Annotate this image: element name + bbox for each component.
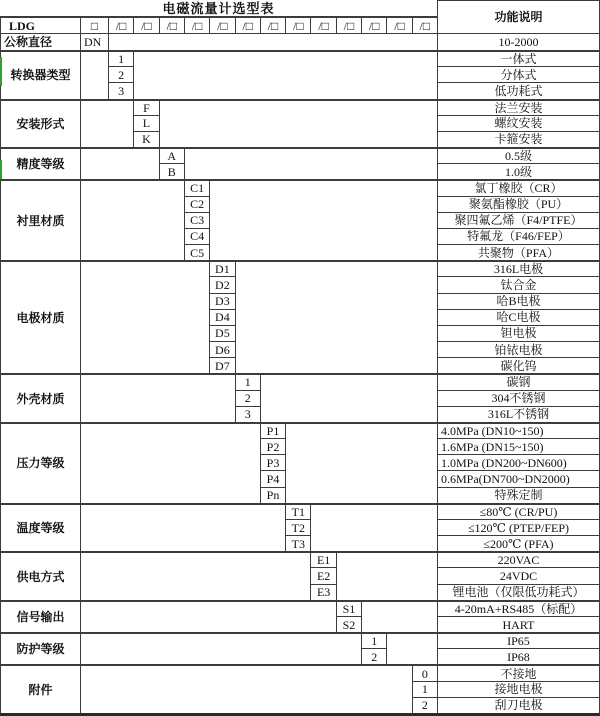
code-cell: 2	[412, 697, 437, 713]
code-cell: K	[133, 131, 158, 147]
value-cell: HART	[437, 616, 599, 632]
model-slot-box: /□	[235, 16, 260, 33]
value-cell: 220VAC	[437, 551, 599, 567]
model-prefix: LDG	[0, 16, 80, 33]
value-cell: 哈B电极	[437, 293, 599, 309]
value-cell: 氯丁橡胶（CR）	[437, 179, 599, 195]
value-cell: 4.0MPa (DN10~150)	[437, 422, 599, 438]
value-cell: ≤80℃ (CR/PU)	[437, 503, 599, 519]
code-cell: D2	[209, 276, 234, 292]
code-cell: D1	[209, 260, 234, 276]
code-cell: D6	[209, 341, 234, 357]
code-cell: P4	[260, 470, 285, 486]
spacer-cell	[336, 551, 437, 600]
value-cell: 不接地	[437, 664, 599, 680]
spacer-cell	[80, 373, 235, 422]
code-cell: D5	[209, 325, 234, 341]
value-cell: 特氟龙（F46/FEP）	[437, 228, 599, 244]
spacer-cell	[108, 33, 437, 50]
model-slot-box: /□	[159, 16, 184, 33]
value-cell: 卡箍安装	[437, 131, 599, 147]
spacer-cell	[184, 147, 437, 179]
code-cell: 2	[108, 66, 133, 82]
code-cell: 0	[412, 664, 437, 680]
code-cell: F	[133, 99, 158, 115]
value-cell: 哈C电极	[437, 309, 599, 325]
group-label: 电极材质	[0, 260, 80, 373]
code-cell: 3	[108, 82, 133, 98]
value-cell: 316L不锈钢	[437, 406, 599, 422]
group-label: 转换器类型	[0, 50, 80, 99]
spacer-cell	[80, 503, 285, 552]
code-cell: Pn	[260, 487, 285, 503]
value-cell: 法兰安装	[437, 99, 599, 115]
value-cell: 0.6MPa(DN700~DN2000)	[437, 470, 599, 486]
code-cell: C3	[184, 212, 209, 228]
value-cell: 10-2000	[437, 33, 599, 50]
table-title: 电磁流量计选型表	[162, 0, 275, 16]
code-cell: 1	[108, 50, 133, 66]
code-cell: S2	[336, 616, 361, 632]
code-cell: L	[133, 115, 158, 131]
spacer-cell	[80, 260, 209, 373]
spacer-cell	[386, 632, 437, 664]
code-cell: T2	[285, 519, 310, 535]
value-cell: 共聚物（PFA）	[437, 244, 599, 260]
value-cell: 锂电池（仅限低功耗式）	[437, 584, 599, 600]
spacer-cell	[285, 422, 437, 503]
value-cell: IP65	[437, 632, 599, 648]
value-cell: 碳钢	[437, 373, 599, 389]
spacer-cell	[80, 179, 184, 260]
code-cell: DN	[80, 33, 108, 50]
value-cell: 24VDC	[437, 567, 599, 583]
spacer-cell	[80, 632, 361, 664]
code-cell: S1	[336, 600, 361, 616]
code-cell: E1	[310, 551, 335, 567]
value-cell: 分体式	[437, 66, 599, 82]
function-column-header: 功能说明	[437, 0, 599, 33]
code-cell: B	[159, 163, 184, 179]
code-cell: 1	[235, 373, 260, 389]
value-cell: 304不锈钢	[437, 390, 599, 406]
group-label: 压力等级	[0, 422, 80, 503]
spacer-cell	[80, 422, 260, 503]
value-cell: 特殊定制	[437, 487, 599, 503]
value-cell: 4-20mA+RS485（标配）	[437, 600, 599, 616]
code-cell: P1	[260, 422, 285, 438]
spacer-cell	[209, 179, 437, 260]
group-label: 公称直径	[0, 33, 80, 50]
code-cell: C5	[184, 244, 209, 260]
code-cell: C4	[184, 228, 209, 244]
code-cell: 2	[235, 390, 260, 406]
screen-artifact-green	[0, 160, 2, 179]
value-cell: 碳化钨	[437, 357, 599, 373]
value-cell: IP68	[437, 648, 599, 664]
value-cell: 316L电极	[437, 260, 599, 276]
group-label: 温度等级	[0, 503, 80, 552]
group-label: 衬里材质	[0, 179, 80, 260]
group-label: 附件	[0, 664, 80, 713]
code-cell: 3	[235, 406, 260, 422]
model-slot-box: /□	[133, 16, 158, 33]
code-cell: D3	[209, 293, 234, 309]
spacer-cell	[80, 50, 108, 99]
model-slot-box: /□	[285, 16, 310, 33]
spacer-cell	[80, 551, 310, 600]
group-label: 安装形式	[0, 99, 80, 148]
screen-artifact-green	[0, 57, 2, 86]
code-cell: D7	[209, 357, 234, 373]
code-cell: C1	[184, 179, 209, 195]
code-cell: E3	[310, 584, 335, 600]
spacer-cell	[361, 600, 437, 632]
code-cell: 1	[412, 681, 437, 697]
group-label: 供电方式	[0, 551, 80, 600]
spacer-cell	[159, 99, 437, 148]
code-cell: 2	[361, 648, 386, 664]
value-cell: 1.0级	[437, 163, 599, 179]
value-cell: 一体式	[437, 50, 599, 66]
group-label: 信号输出	[0, 600, 80, 632]
spacer-cell	[80, 664, 412, 713]
group-label: 精度等级	[0, 147, 80, 179]
group-label: 外壳材质	[0, 373, 80, 422]
value-cell: 聚四氟乙烯（F4/PTFE）	[437, 212, 599, 228]
spacer-cell	[260, 373, 437, 422]
spacer-cell	[80, 147, 159, 179]
model-slot-box: /□	[184, 16, 209, 33]
value-cell: 螺纹安装	[437, 115, 599, 131]
code-cell: D4	[209, 309, 234, 325]
value-cell: 刮刀电极	[437, 697, 599, 713]
model-slot-box: /□	[386, 16, 411, 33]
value-cell: 0.5级	[437, 147, 599, 163]
group-label: 防护等级	[0, 632, 80, 664]
value-cell: 1.6MPa (DN15~150)	[437, 438, 599, 454]
value-cell: 钽电极	[437, 325, 599, 341]
spacer-cell	[235, 260, 437, 373]
code-cell: 1	[361, 632, 386, 648]
code-cell: C2	[184, 196, 209, 212]
value-cell: ≤120℃ (PTEP/FEP)	[437, 519, 599, 535]
value-cell: 低功耗式	[437, 82, 599, 98]
code-cell: T1	[285, 503, 310, 519]
model-slot-box: /□	[412, 16, 437, 33]
model-slot-box: □	[80, 16, 108, 33]
model-slot-box: /□	[336, 16, 361, 33]
value-cell: 聚氨酯橡胶（PU）	[437, 196, 599, 212]
model-slot-box: /□	[361, 16, 386, 33]
value-cell: 钛合金	[437, 276, 599, 292]
code-cell: P3	[260, 454, 285, 470]
spacer-cell	[310, 503, 437, 552]
code-cell: A	[159, 147, 184, 163]
spacer-cell	[133, 50, 437, 99]
model-slot-box: /□	[209, 16, 234, 33]
spacer-cell	[80, 99, 133, 148]
model-slot-box: /□	[260, 16, 285, 33]
value-cell: 1.0MPa (DN200~DN600)	[437, 454, 599, 470]
code-cell: E2	[310, 567, 335, 583]
model-slot-box: /□	[310, 16, 335, 33]
value-cell: 铂铱电极	[437, 341, 599, 357]
value-cell: ≤200℃ (PFA)	[437, 535, 599, 551]
model-slot-box: /□	[108, 16, 133, 33]
code-cell: P2	[260, 438, 285, 454]
code-cell: T3	[285, 535, 310, 551]
spacer-cell	[80, 600, 336, 632]
value-cell: 接地电极	[437, 681, 599, 697]
